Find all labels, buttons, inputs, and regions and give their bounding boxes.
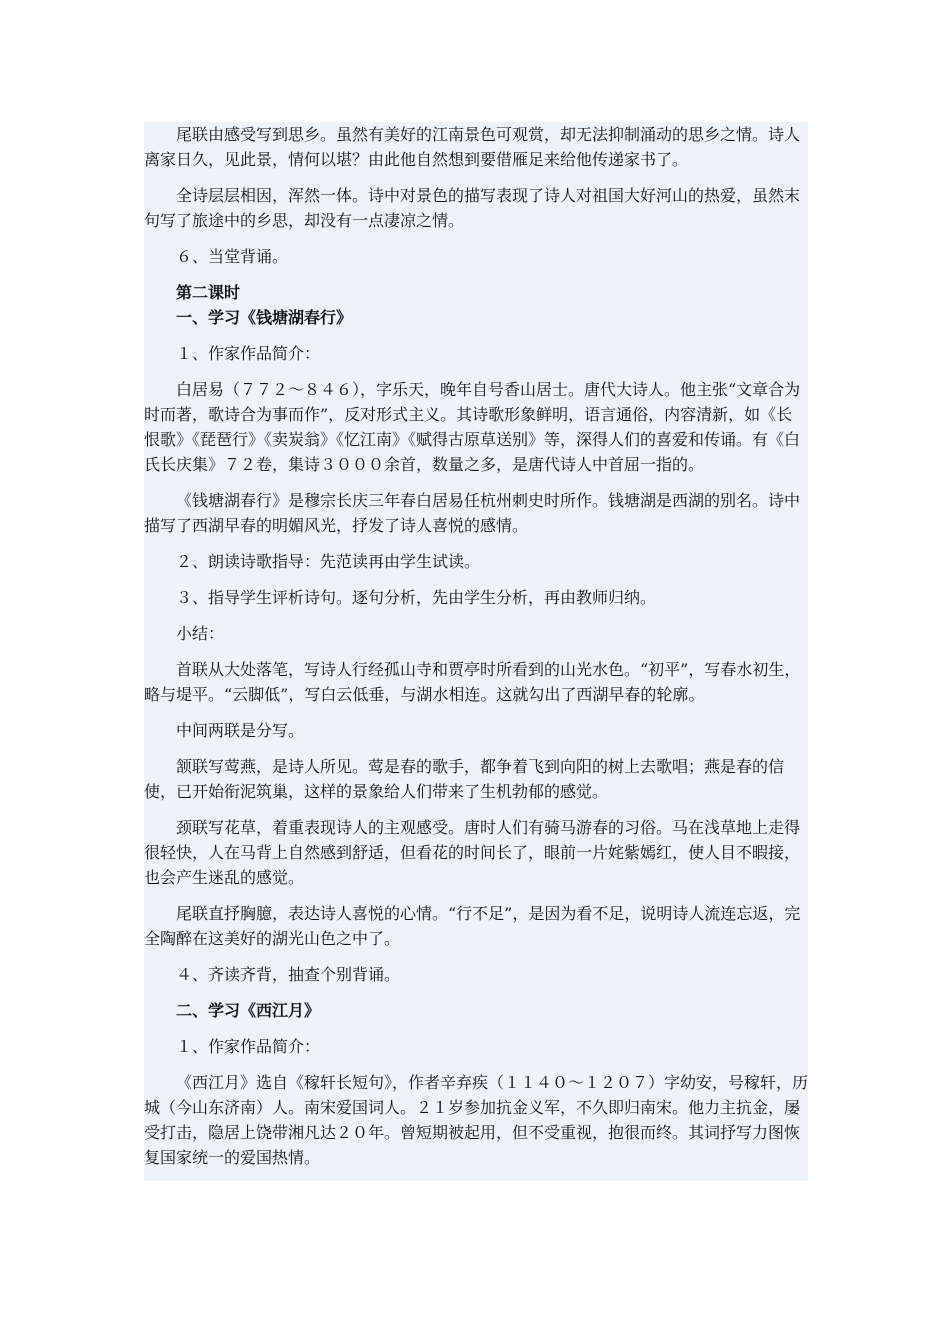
paragraph-second-couplet: 颔联写莺燕，是诗人所见。莺是春的歌手，都争着飞到向阳的树上去歌唱；燕是春的信使，已开始衔泥筑巢，这样的景象给人们带来了生机勃郁的感觉。	[144, 757, 785, 801]
paragraph-summary-label: 小结：	[176, 624, 225, 643]
paragraph-xin-qiji-bio: 《西江月》选自《稼轩长短句》，作者辛弃疾（１１４０～１２０７）字幼安，号稼轩，历城（今山东济南）人。南宋爱国词人。２１岁参加抗金义军，不久即归南宋。他力主抗金，屡受打击，隐居上饶带湘凡达２０年。曾短期被起用，但不受重视，抱很而终。其词抒写力图恢复国家统一的爱国热情。	[144, 1073, 809, 1167]
paragraph-last-couplet: 尾联直抒胸臆，表达诗人喜悦的心情。“行不足”，是因为看不足，说明诗人流连忘返，完全陶醉在这美好的湖光山色之中了。	[144, 904, 801, 948]
paragraph-tail-couplet-homesick: 尾联由感受写到思乡。虽然有美好的江南景色可观赏，却无法抑制涌动的思乡之情。诗人离家日久，见此景，情何以堪？由此他自然想到要借雁足来给他传递家书了。	[144, 125, 801, 169]
paragraph-poem-summary: 全诗层层相因，浑然一体。诗中对景色的描写表现了诗人对祖国大好河山的热爱，虽然末句写了旅途中的乡思，却没有一点凄凉之情。	[144, 186, 801, 230]
paragraph-middle-couplets: 中间两联是分写。	[176, 721, 305, 740]
paragraph-step-6: ６、当堂背诵。	[176, 247, 289, 266]
paragraph-step-2: ２、朗读诗歌指导：先范读再由学生试读。	[176, 552, 481, 571]
paragraph-author-intro-2: １、作家作品简介：	[176, 1037, 321, 1056]
paragraph-author-intro-1: １、作家作品简介：	[176, 344, 321, 363]
paragraph-bai-juyi-bio: 白居易（７７２～８４６），字乐天，晚年自号香山居士。唐代大诗人。他主张“文章合为时而著，歌诗合为事而作”，反对形式主义。其诗歌形象鲜明，语言通俗，内容清新，如《长恨歌》《琵琶行》《卖炭翁》《忆江南》《赋得古原草送别》等，深得人们的喜爱和传诵。有《白氏长庆集》７２卷，集诗３０００余首，数量之多，是唐代诗人中首屈一指的。	[144, 380, 801, 474]
heading-second-lesson: 第二课时	[176, 283, 241, 302]
paragraph-third-couplet: 颈联写花草，着重表现诗人的主观感受。唐时人们有骑马游春的习俗。马在浅草地上走得很轻快，人在马背上自然感到舒适，但看花的时间长了，眼前一片姹紫嫣红，使人目不暇接，也会产生迷乱的感觉。	[144, 818, 801, 887]
paragraph-step-4: ４、齐读齐背，抽查个别背诵。	[176, 965, 401, 984]
document-body	[144, 122, 808, 1181]
paragraph-qiantang-background: 《钱塘湖春行》是穆宗长庆三年春白居易任杭州刺史时所作。钱塘湖是西湖的别名。诗中描写了西湖早春的明媚风光，抒发了诗人喜悦的感情。	[144, 491, 801, 535]
heading-xijiang-yue: 二、学习《西江月》	[176, 1001, 321, 1020]
heading-qiantang-lake: 一、学习《钱塘湖春行》	[176, 308, 353, 327]
paragraph-first-couplet: 首联从大处落笔，写诗人行经孤山寺和贾亭时所看到的山光水色。“初平”，写春水初生，略与堤平。“云脚低”，写白云低垂，与湖水相连。这就勾出了西湖早春的轮廓。	[144, 660, 801, 704]
paragraph-step-3: ３、指导学生评析诗句。逐句分析，先由学生分析，再由教师归纳。	[176, 588, 657, 607]
